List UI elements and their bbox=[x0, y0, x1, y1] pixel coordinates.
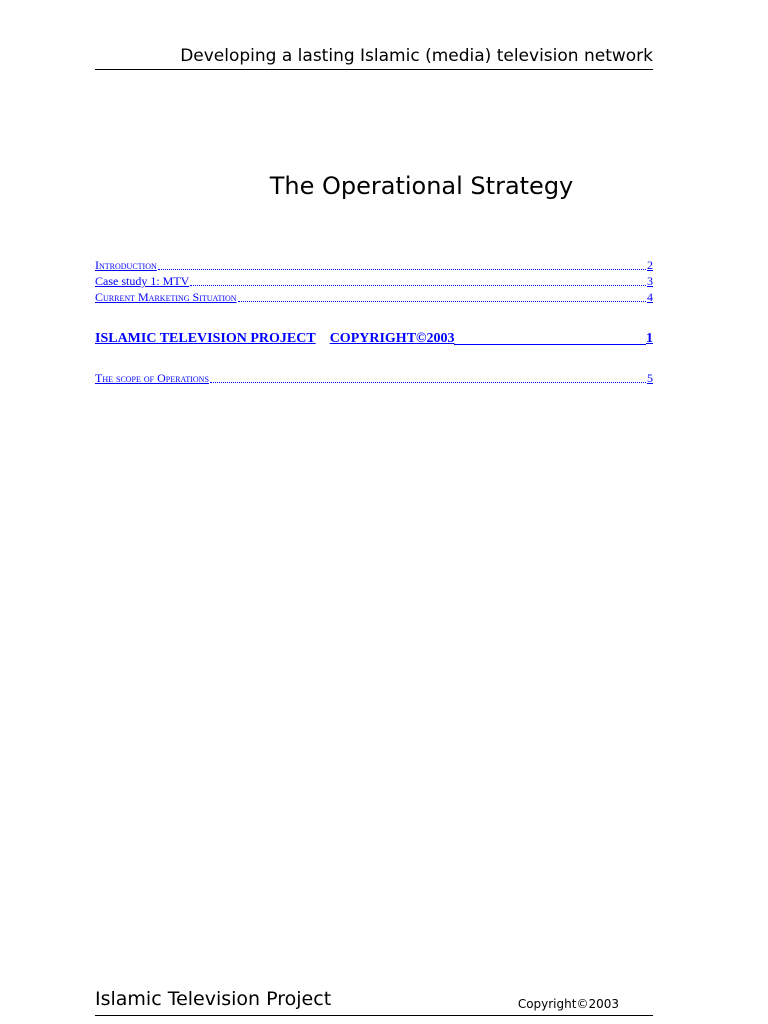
page-title: The Operational Strategy bbox=[269, 172, 574, 200]
toc-entry-case-study[interactable] bbox=[95, 273, 653, 289]
toc-entry-marketing-situation[interactable] bbox=[95, 289, 653, 305]
toc-leader-dots bbox=[190, 284, 646, 286]
toc-leader-dots bbox=[238, 300, 646, 302]
toc-page-number[interactable]: 3 bbox=[647, 274, 653, 288]
toc-page-number[interactable]: 4 bbox=[647, 290, 653, 304]
toc-entry-label[interactable]: Introduction bbox=[95, 258, 157, 272]
toc-heading-underline bbox=[454, 343, 646, 345]
toc-heading-copyright[interactable]: COPYRIGHT©2003 bbox=[329, 331, 455, 346]
toc-entry-label[interactable]: Case study 1: MTV bbox=[95, 274, 190, 288]
toc-heading-label[interactable]: ISLAMIC TELEVISION PROJECT bbox=[95, 331, 316, 346]
footer-copyright: Copyright©2003 bbox=[517, 997, 619, 1011]
toc-leader-dots bbox=[210, 381, 646, 383]
toc-entry-label[interactable]: The scope of Operations bbox=[95, 371, 209, 385]
toc-entry-project-heading[interactable] bbox=[95, 330, 653, 348]
toc-entry-scope-of-operations[interactable] bbox=[95, 370, 653, 386]
toc-page-number[interactable]: 2 bbox=[647, 258, 653, 272]
page-footer bbox=[95, 988, 653, 1016]
toc-page-number[interactable]: 5 bbox=[647, 371, 653, 385]
toc-entry-label[interactable]: Current Marketing Situation bbox=[95, 290, 237, 304]
toc-page-number[interactable]: 1 bbox=[646, 331, 653, 346]
toc-leader-dots bbox=[158, 268, 646, 270]
running-title: Developing a lasting Islamic (media) television network bbox=[180, 46, 653, 66]
toc-entry-introduction[interactable] bbox=[95, 257, 653, 273]
footer-project-name: Islamic Television Project bbox=[95, 988, 332, 1010]
page-header bbox=[95, 44, 653, 70]
